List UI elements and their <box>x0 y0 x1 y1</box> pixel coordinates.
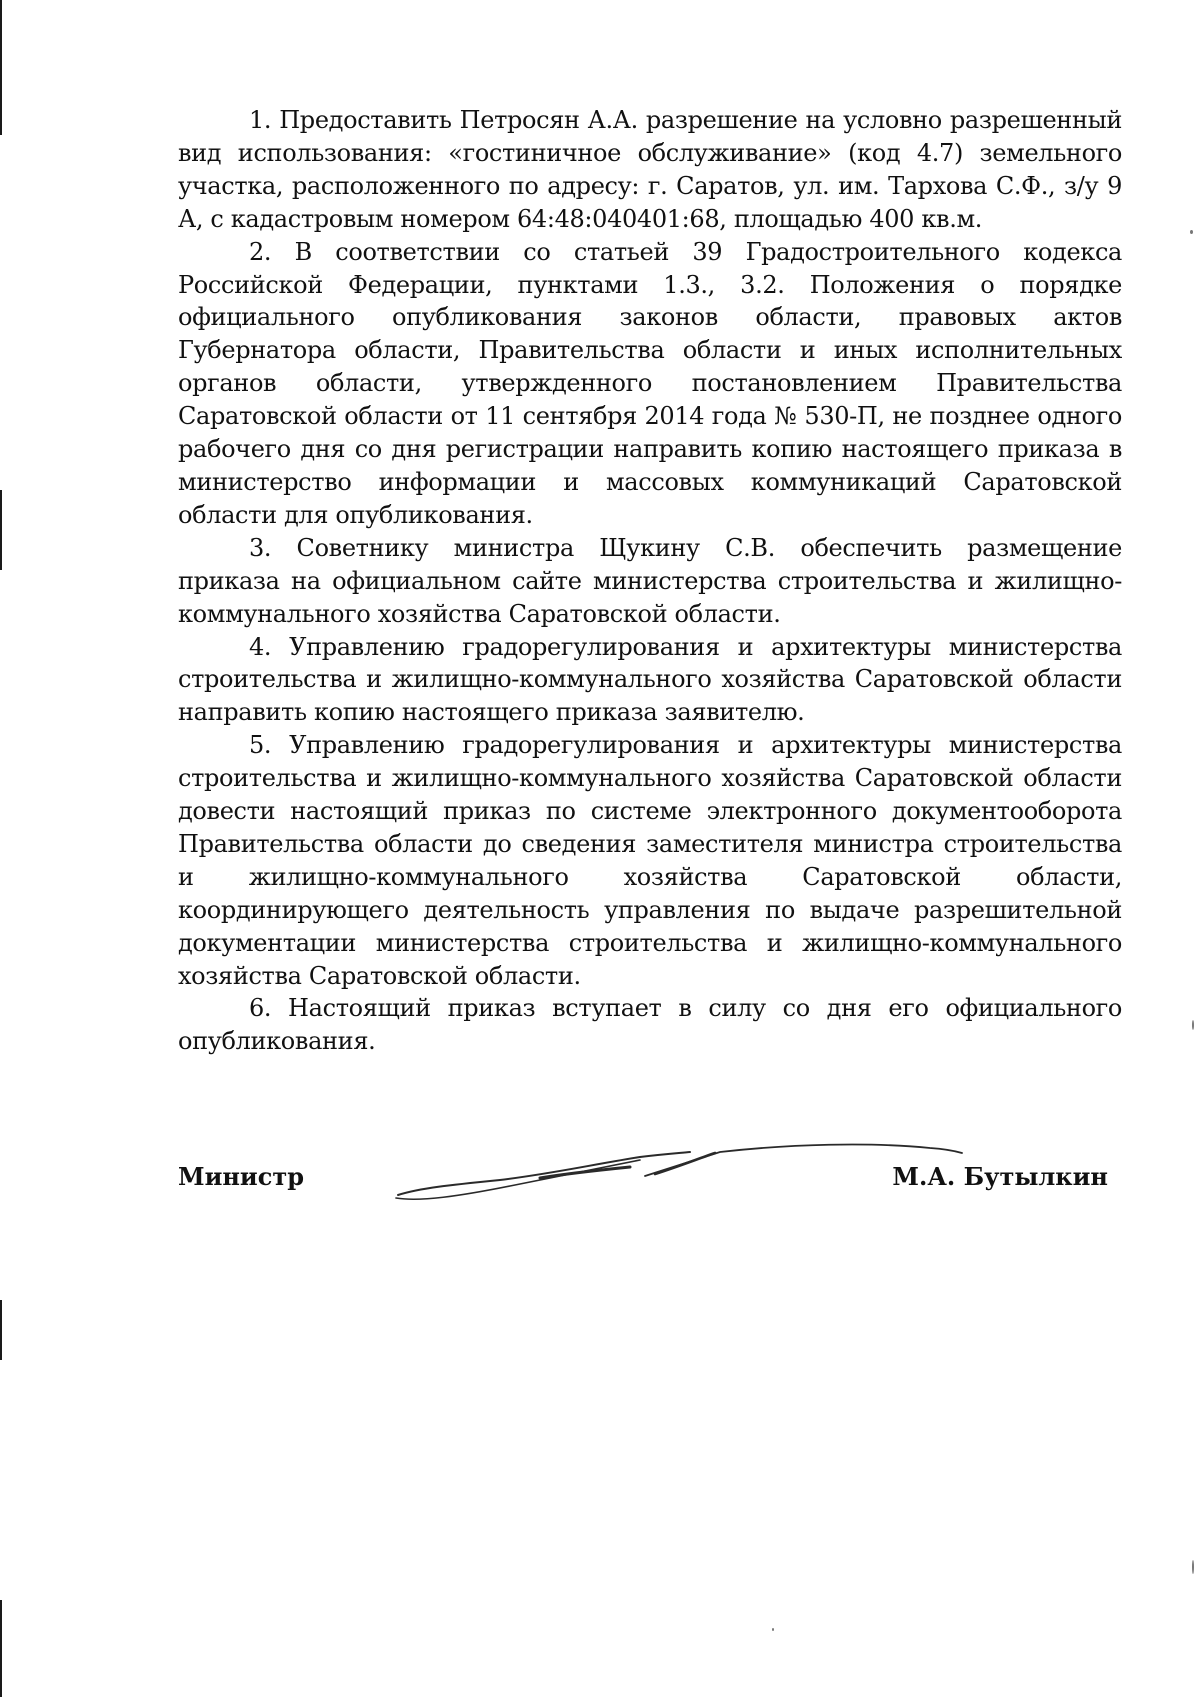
scan-speck <box>772 1628 774 1631</box>
paragraph-4: 4. Управлению градорегулирования и архитектуры министерства строительства и жилищно-коммунального хозяйства Саратовской области направить копию настоящего приказа заявителю. <box>178 632 1122 727</box>
scan-edge-line <box>0 0 2 135</box>
signatory-title: Министр <box>178 1162 304 1191</box>
paragraph-1: 1. Предоставить Петросян А.А. разрешение на условно разрешенный вид использования: «гостиничное обслуживание» (код 4.7) земельного участка, расположенного по адресу: г. Саратов, ул. им. Тархова С.Ф., з/у 9 А, с кадастровым номером 64:48:040401:68, площадью 400 кв.м. <box>178 106 1122 233</box>
signatory-name: М.А. Бутылкин <box>892 1162 1108 1191</box>
scan-edge-line <box>0 490 2 570</box>
scan-edge-line <box>0 1300 2 1360</box>
paragraph-3: 3. Советнику министра Щукину С.В. обеспечить размещение приказа на официальном сайте министерства строительства и жилищно-коммунального хозяйства Саратовской области. <box>178 533 1122 628</box>
paragraph-2: 2. В соответствии со статьей 39 Градостроительного кодекса Российской Федерации, пунктами 1.3., 3.2. Положения о порядке официального опубликования законов области, правовых актов Губернатора области, Правительства области и иных исполнительных органов области, утвержденного постановлением Правительства Саратовской области от 11 сентября 2014 года № 530-П, не позднее одного рабочего дня со дня регистрации направить копию настоящего приказа в министерство информации и массовых коммуникаций Саратовской области для опубликования. <box>178 237 1122 529</box>
signature-block <box>178 1162 1108 1202</box>
paragraph-5: 5. Управлению градорегулирования и архитектуры министерства строительства и жилищно-коммунального хозяйства Саратовской области довести настоящий приказ по системе электронного документооборота Правительства области до сведения заместителя министра строительства и жилищно-коммунального хозяйства Саратовской области, координирующего деятельность управления по выдаче разрешительной документации министерства строительства и жилищно-коммунального хозяйства Саратовской области. <box>178 731 1122 990</box>
scan-speck <box>1190 230 1193 234</box>
scan-speck <box>1192 1020 1194 1030</box>
scan-speck <box>1192 1560 1194 1574</box>
scan-edge-line <box>0 1600 2 1697</box>
document-body <box>178 104 1122 1058</box>
paragraph-6: 6. Настоящий приказ вступает в силу со дня его официального опубликования. <box>178 994 1122 1056</box>
